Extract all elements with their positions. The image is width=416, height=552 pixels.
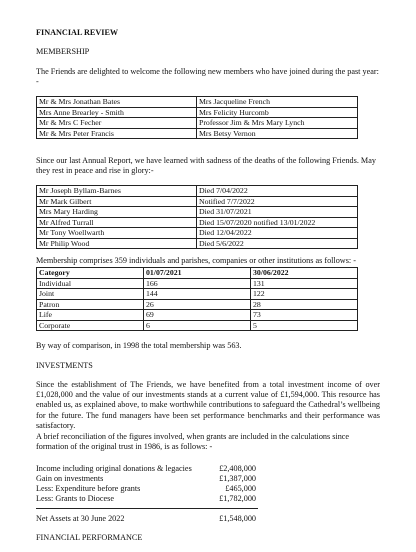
table-cell: 28	[251, 299, 358, 310]
column-header: 01/07/2021	[144, 268, 251, 279]
table-cell: Mr & Mrs Jonathan Bates	[37, 97, 197, 108]
table-cell: Life	[37, 310, 144, 321]
table-cell: Mr Philip Wood	[37, 238, 197, 249]
table-row	[37, 310, 358, 321]
table-cell: Individual	[37, 278, 144, 289]
page-title: FINANCIAL REVIEW	[36, 28, 119, 37]
investments-paragraph: Since the establishment of The Friends, we have benefited from a total investment income of over £1,028,000 and the value of our investments stands at a current value of £1,594,000. This resource has enabled us, as explained above, to make worthwhile contributions to safeguard the Cathedral’s wellbeing for the future. The fund managers have been set performance benchmarks and their performance was satisfactory.	[36, 380, 381, 430]
net-assets-amount: £1,548,000	[219, 514, 256, 523]
net-assets-label: Net Assets at 30 June 2022	[36, 514, 125, 523]
table-cell: Died 7/04/2022	[197, 186, 358, 197]
column-header: 30/06/2022	[251, 268, 358, 279]
table-cell: Died 12/04/2022	[197, 228, 358, 239]
table-cell: Died 5/6/2022	[197, 238, 358, 249]
table-row	[37, 289, 358, 300]
table-header-row	[37, 268, 358, 279]
table-cell: Patron	[37, 299, 144, 310]
table-cell: 5	[251, 320, 358, 331]
table-cell: 122	[251, 289, 358, 300]
table-cell: Joint	[37, 289, 144, 300]
table-row	[37, 107, 358, 118]
table-cell: 69	[144, 310, 251, 321]
deaths-table	[36, 185, 358, 249]
table-row	[37, 97, 358, 108]
reconciliation-label: Less: Grants to Diocese	[36, 494, 114, 503]
deaths-paragraph: Since our last Annual Report, we have learned with sadness of the deaths of the following Friends. May they rest in peace and rise in glory:-	[36, 156, 376, 176]
table-row	[37, 186, 358, 197]
reconciliation-label: Gain on investments	[36, 474, 104, 483]
table-cell: Mrs Anne Brearley - Smith	[37, 107, 197, 118]
table-cell: Professor Jim & Mrs Mary Lynch	[197, 118, 358, 129]
table-row	[37, 278, 358, 289]
table-cell: 26	[144, 299, 251, 310]
column-header: Category	[37, 268, 144, 279]
new-members-table	[36, 96, 358, 139]
table-cell: Mr Alfred Turrall	[37, 217, 197, 228]
table-cell: Mr & Mrs Peter Francis	[37, 128, 197, 139]
table-row	[37, 299, 358, 310]
table-cell: 131	[251, 278, 358, 289]
reconciliation-amount: £465,000	[225, 484, 256, 493]
table-row	[37, 228, 358, 239]
table-row	[37, 196, 358, 207]
table-cell: Mr Joseph Byllam-Barnes	[37, 186, 197, 197]
membership-category-table	[36, 267, 358, 331]
table-cell: Mr & Mrs C Fecher	[37, 118, 197, 129]
comparison-text: By way of comparison, in 1998 the total membership was 563.	[36, 341, 242, 350]
reconciliation-amount: £2,408,000	[219, 464, 256, 473]
welcome-paragraph: The Friends are delighted to welcome the following new members who have joined during the past year: -	[36, 67, 379, 87]
reconciliation-amount: £1,387,000	[219, 474, 256, 483]
financial-performance-heading: FINANCIAL PERFORMANCE	[36, 533, 143, 542]
membership-heading: MEMBERSHIP	[36, 47, 90, 56]
reconciliation-label: Less: Expenditure before grants	[36, 484, 141, 493]
table-cell: Mrs Betsy Vernon	[197, 128, 358, 139]
reconciliation-label: Income including original donations & legacies	[36, 464, 192, 473]
table-cell: Mr Mark Gilbert	[37, 196, 197, 207]
table-row	[37, 207, 358, 218]
table-cell: 144	[144, 289, 251, 300]
table-cell: 73	[251, 310, 358, 321]
table-row	[37, 238, 358, 249]
table-cell: Corporate	[37, 320, 144, 331]
investments-heading: INVESTMENTS	[36, 361, 93, 370]
reconciliation-amount: £1,782,000	[219, 494, 256, 503]
table-row	[37, 118, 358, 129]
table-row	[37, 320, 358, 331]
table-cell: Mr Tony Woellwarth	[37, 228, 197, 239]
table-row	[37, 217, 358, 228]
divider	[36, 508, 258, 509]
table-cell: Notified 7/7/2022	[197, 196, 358, 207]
table-cell: Mrs Jacqueline French	[197, 97, 358, 108]
table-cell: Mrs Felicity Hurcomb	[197, 107, 358, 118]
membership-comprises-text: Membership comprises 359 individuals and parishes, companies or other institutions as follows: -	[36, 256, 356, 265]
reconciliation-intro: A brief reconciliation of the figures involved, when grants are included in the calculations since formation of the original trust in 1986, is as follows: -	[36, 432, 350, 452]
table-cell: Died 15/07/2020 notified 13/01/2022	[197, 217, 358, 228]
table-cell: Mrs Mary Harding	[37, 207, 197, 218]
table-cell: 166	[144, 278, 251, 289]
table-cell: Died 31/07/2021	[197, 207, 358, 218]
table-cell: 6	[144, 320, 251, 331]
table-row	[37, 128, 358, 139]
